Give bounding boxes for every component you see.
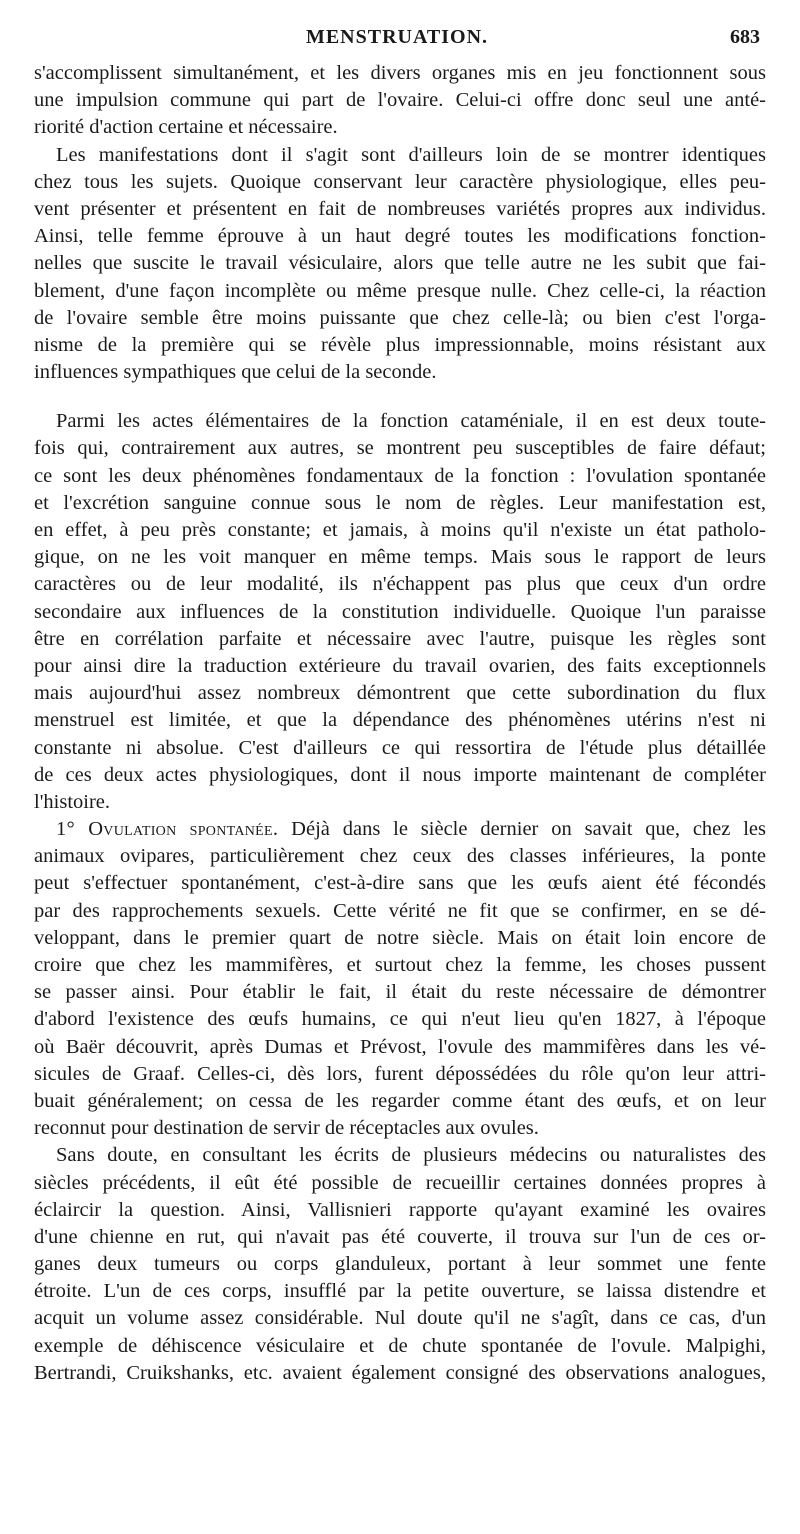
- text-line: animaux ovipares, particulièrement chez ceux des classes inférieures, la ponte: [34, 845, 766, 868]
- text-line: se passer ainsi. Pour établir le fait, il était du reste nécessaire de démontrer: [34, 981, 766, 1004]
- text-line: influences sympathiques que celui de la seconde.: [34, 361, 437, 384]
- text-line: d'une chienne en rut, qui n'avait pas été couverte, il trouva sur l'un de ces or-: [34, 1225, 766, 1248]
- text-line: de ces deux actes physiologiques, dont il nous importe maintenant de compléter: [34, 763, 766, 786]
- text-line: fois qui, contrairement aux autres, se montrent peu susceptibles de faire défaut;: [34, 437, 766, 460]
- text-line: buait généralement; on cessa de les regarder comme étant des œufs, et on leur: [34, 1089, 766, 1112]
- text-line: veloppant, dans le premier quart de notre siècle. Mais on était loin encore de: [34, 926, 766, 949]
- text-line: s'accomplissent simultanément, et les divers organes mis en jeu fonctionnent sous: [34, 62, 766, 84]
- section-gap: [34, 386, 766, 408]
- text-line: éclaircir la question. Ainsi, Vallisnieri rapporte qu'ayant examiné les ovaires: [34, 1198, 766, 1221]
- text-line: secondaire aux influences de la constitution individuelle. Quoique l'un paraisse: [34, 600, 766, 623]
- text-line: ce sont les deux phénomènes fondamentaux de la fonction : l'ovulation spontanée: [34, 464, 766, 487]
- text-line: [34, 816, 766, 843]
- text-line: Sans doute, en consultant les écrits de plusieurs médecins ou naturalistes des: [56, 1144, 766, 1167]
- text-line: de l'ovaire semble être moins puissante que chez celle-là; ou bien c'est l'orga-: [34, 306, 766, 329]
- text-line: reconnut pour destination de servir de réceptacles aux ovules.: [34, 1117, 539, 1140]
- text-line: par des rapprochements sexuels. Cette vérité ne fit que se confirmer, en se dé-: [34, 899, 766, 922]
- running-head: [34, 26, 760, 56]
- text-line: où Baër découvrit, après Dumas et Prévost, l'ovule des mammifères dans les vé-: [34, 1035, 766, 1058]
- text-line: Parmi les actes élémentaires de la fonction cataméniale, il en est deux toute-: [56, 410, 766, 433]
- section-heading: 1° Ovulation spontanée.: [56, 818, 279, 841]
- paragraph-fundamental-phenomena: [34, 408, 766, 816]
- text-line: l'histoire.: [34, 790, 111, 813]
- text-line: une impulsion commune qui part de l'ovaire. Celui-ci offre donc seul une anté-: [34, 89, 766, 112]
- paragraph-spontaneous-ovulation: [34, 816, 766, 1142]
- text-line: Ainsi, telle femme éprouve à un haut degré toutes les modifications fonction-: [34, 225, 766, 248]
- text-line: caractères ou de leur modalité, ils n'échappent pas plus que ceux d'un ordre: [34, 573, 766, 596]
- text-line: blement, d'une façon incomplète ou même presque nulle. Chez celle-ci, la réaction: [34, 279, 766, 302]
- heading-line-rest: Déjà dans le siècle dernier on savait que, chez les: [291, 818, 766, 841]
- text-line: constante ni absolue. C'est d'ailleurs ce qui ressortira de l'étude plus détaillée: [34, 736, 766, 759]
- text-line: étroite. L'un de ces corps, insufflé par la petite ouverture, se laissa distendre et: [34, 1280, 766, 1303]
- running-title: MENSTRUATION.: [305, 26, 489, 48]
- body-text: [34, 60, 766, 1387]
- text-line: mais aujourd'hui assez nombreux démontrent que cette subordination du flux: [34, 682, 766, 705]
- text-line: sicules de Graaf. Celles-ci, dès lors, furent dépossédées du rôle qu'on leur attri-: [34, 1062, 766, 1085]
- text-line: acquit un volume assez considérable. Nul doute qu'il ne s'agît, dans ce cas, d'un: [34, 1307, 766, 1330]
- text-line: gique, on ne les voit manquer en même temps. Mais sous le rapport de leurs: [34, 546, 766, 569]
- text-line: croire que chez les mammifères, et surtout chez la femme, les choses pussent: [34, 954, 766, 976]
- text-line: ganes deux tumeurs ou corps glanduleux, portant à leur sommet une fente: [34, 1253, 766, 1276]
- text-line: riorité d'action certaine et nécessaire.: [34, 116, 338, 139]
- text-line: peut s'effectuer spontanément, c'est-à-dire sans que les œufs aient été fécondés: [34, 872, 766, 895]
- text-line: menstruel est limitée, et que la dépendance des phénomènes utérins n'est ni: [34, 709, 766, 732]
- text-line: pour ainsi dire la traduction extérieure du travail ovarien, des faits exceptionnels: [34, 654, 766, 677]
- text-line: chez tous les sujets. Quoique conservant leur caractère physiologique, elles peu-: [34, 170, 766, 193]
- text-line: et l'excrétion sanguine connue sous le nom de règles. Leur manifestation est,: [34, 491, 766, 514]
- page-number: 683: [730, 26, 760, 48]
- text-line: exemple de déhiscence vésiculaire et de chute spontanée de l'ovule. Malpighi,: [34, 1334, 766, 1357]
- paragraph-historical-observations: [34, 1142, 766, 1387]
- text-line: siècles précédents, il eût été possible de recueillir certaines données propres à: [34, 1171, 766, 1194]
- text-line: vent présenter et présentent en fait de nombreuses variétés propres aux individus.: [34, 197, 766, 220]
- text-line: nisme de la première qui se révèle plus impressionnable, moins résistant aux: [34, 333, 766, 356]
- text-line: d'abord l'existence des œufs humains, ce qui n'eut lieu qu'en 1827, à l'époque: [34, 1008, 766, 1031]
- text-line: en effet, à peu près constante; et jamais, à moins qu'il n'existe un état patholo-: [34, 519, 766, 541]
- paragraph-continuation: [34, 60, 766, 142]
- paragraph-individual-variation: [34, 142, 766, 387]
- text-line: nelles que suscite le travail vésiculaire, alors que telle autre ne les subit que fai-: [34, 252, 766, 275]
- text-line: être en corrélation parfaite et nécessaire avec l'autre, puisque les règles sont: [34, 627, 766, 650]
- text-line: Les manifestations dont il s'agit sont d'ailleurs loin de se montrer identiques: [56, 143, 766, 166]
- text-line: Bertrandi, Cruikshanks, etc. avaient également consigné des observations analogues,: [34, 1361, 766, 1384]
